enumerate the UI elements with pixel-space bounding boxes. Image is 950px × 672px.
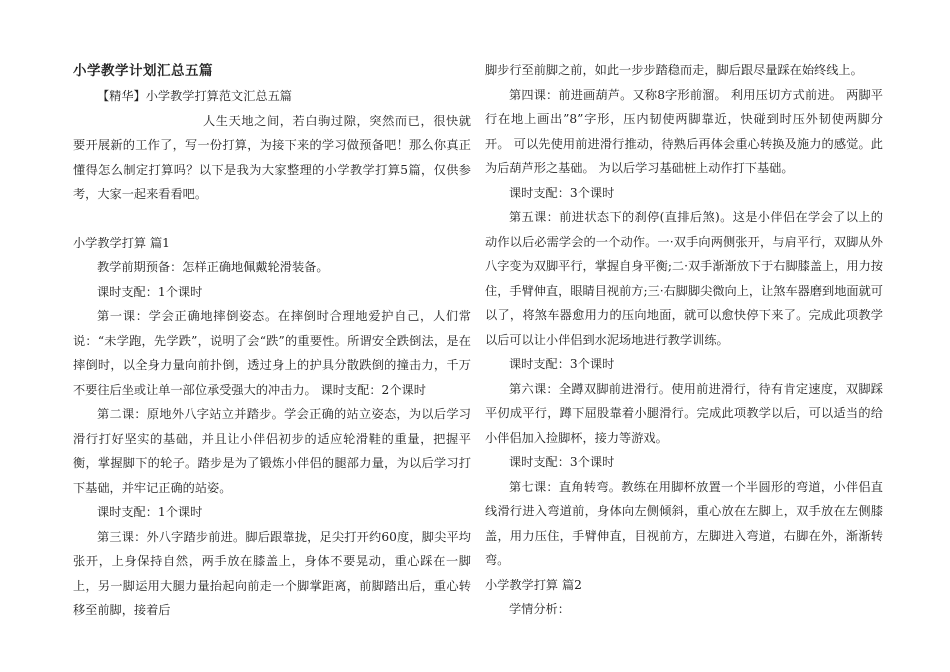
document-title: 小学教学计划汇总五篇 [73, 63, 213, 79]
lesson-3-paragraph: 第三课：外八字踏步前进。脚后跟靠拢，足尖打开约60度，脚尖平均张开，上身保持自然，两手放在膝盖上，身体不要晃动，重心踩在一脚上，另一脚运用大腿力量抬起向前走一个脚掌距离，前脚踏出后，重心转移至前脚，接着后 [73, 529, 471, 617]
lesson-1-paragraph: 第一课：学会正确地摔倒姿态。在摔倒时合理地爱护自己，人们常说：“未学跑，先学跌”，说明了会“跌”的重要性。所谓安全跌倒法，是在摔倒时，以全身力量向前扑倒，透过身上的护具分散跌倒的撞击力，千万不要往后坐或让单一部位承受强大的冲击力。 课时支配：2个课时 [73, 309, 471, 397]
left-column [73, 58, 471, 623]
hours-line: 课时支配：3个课时 [509, 455, 615, 469]
lesson-2-paragraph: 第二课：原地外八字站立并踏步。学会正确的站立姿态，为以后学习滑行打好坚实的基础，并且让小伴侣初步的适应轮滑鞋的重量，把握平衡，掌握脚下的轮子。踏步是为了锻炼小伴侣的腿部力量，为以后学习打下基础，并牢记正确的站姿。 [73, 407, 471, 495]
lesson-7-paragraph: 第七课：直角转弯。教练在用脚杯放置一个半圆形的弯道，小伴侣直线滑行进入弯道前，身体向左侧倾斜，重心放在左脚上，双手放在左侧膝盖，用力压住，手臂伸直，目视前方，左脚进入弯道，右脚在外，渐渐转弯。 [485, 479, 883, 567]
section-heading-2: 小学教学打算 篇2 [485, 577, 582, 592]
hours-line: 课时支配：3个课时 [509, 357, 615, 371]
analysis-heading: 学情分析： [509, 602, 570, 616]
right-column [485, 58, 883, 622]
lesson-6-paragraph: 第六课：全蹲双脚前进滑行。使用前进滑行，待有肯定速度，双脚踩平仞成平行，蹲下屈股靠着小腿滑行。完成此项教学以后，可以适当的给小伴侣加入捡脚杯，接力等游戏。 [485, 381, 883, 445]
spacer [73, 207, 471, 231]
hours-line: 课时支配：3个课时 [509, 185, 615, 200]
continuation-paragraph: 脚步行至前脚之前，如此一步步踏稳而走，脚后跟尽量踩在始终线上。 [485, 63, 863, 77]
intro-paragraph: 人生天地之间，若白驹过隙，突然而已，很快就要开展新的工作了，写一份打算，为接下来的学习做预备吧！那么你真正懂得怎么制定打算吗？以下是我为大家整理的小学教学打算5篇，仅供参考，大家一起来看看吧。 [73, 113, 471, 201]
section-heading-1: 小学教学打算 篇1 [73, 235, 170, 250]
document-subtitle: 【精华】小学教学打算范文汇总五篇 [97, 89, 292, 103]
lesson-4-paragraph: 第四课：前进画葫芦。又称8字形前溜。 利用压切方式前进。 两脚平行在地上画出”8”字形，压内韧使两脚靠近，快碰到时压外韧使两脚分开。 可以先使用前进滑行推动，待熟后再体会重心转换及施力的感觉。此为后葫芦形之基础。 为以后学习基础桩上动作打下基础。 [485, 87, 883, 175]
hours-line: 课时支配：1个课时 [97, 284, 203, 299]
prep-paragraph: 教学前期预备：怎样正确地佩戴轮滑装备。 [97, 260, 329, 274]
lesson-5-paragraph: 第五课：前进状态下的刹停(直排后煞)。这是小伴侣在学会了以上的动作以后必需学会的一个动作。一·双手向两侧张开，与肩平行，双脚从外八字变为双脚平行，掌握自身平衡;二·双手渐渐放下于右脚膝盖上，用力按住，手臂伸直，眼睛目视前方;三·右脚脚尖微向上，让煞车器磨到地面就可以了，将煞车器愈用力的压向地面，就可以愈快停下来了。完成此项教学以后可以让小伴侣到水泥场地进行教学训练。 [485, 210, 883, 347]
hours-line: 课时支配：1个课时 [97, 505, 203, 519]
